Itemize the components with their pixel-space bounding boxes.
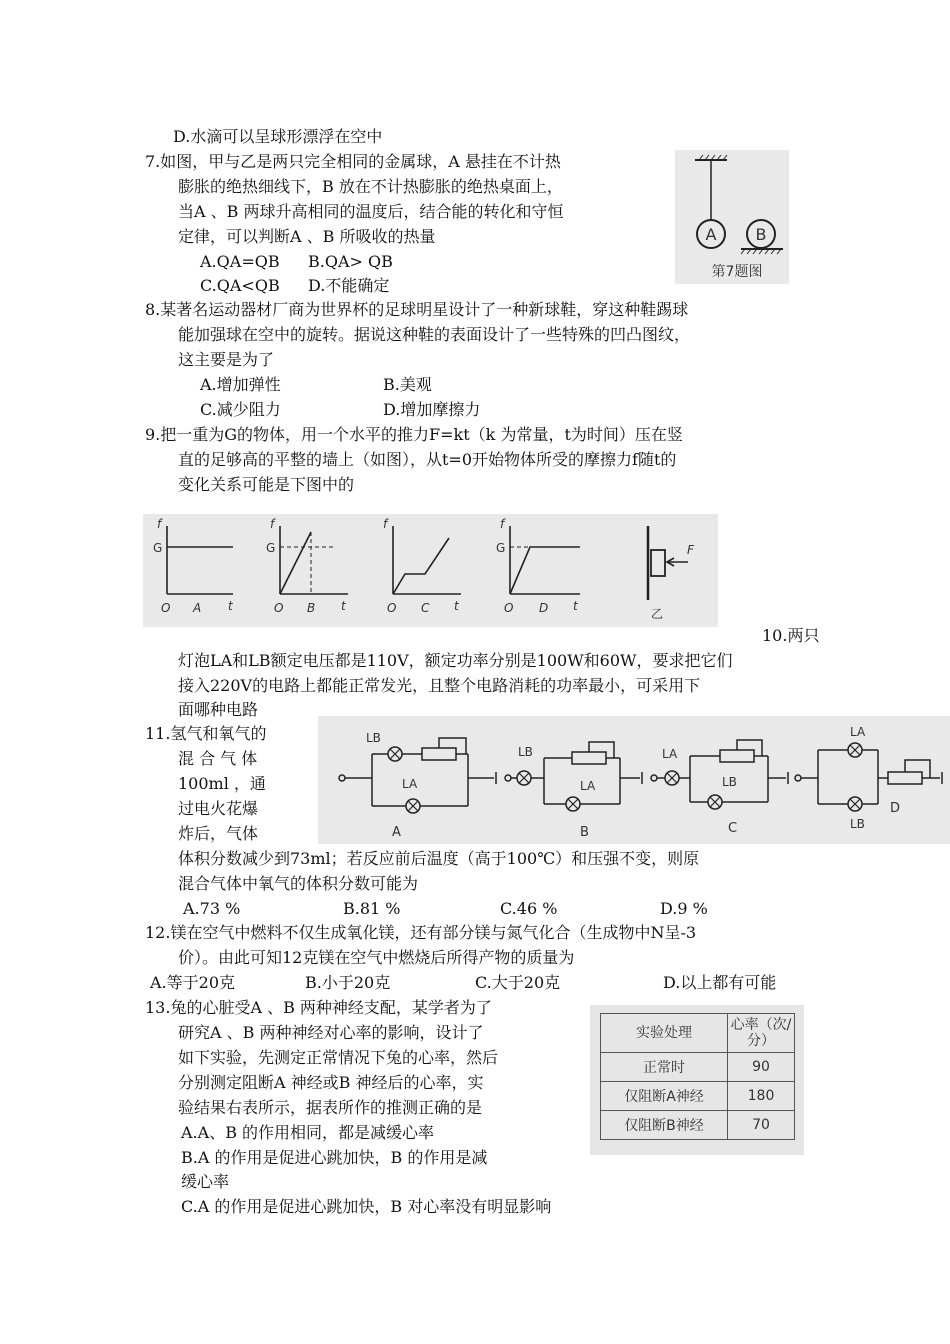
q13-option-b-2: 缓心率 xyxy=(181,1172,230,1191)
q7-stem-3: 当A 、B 两球升高相同的温度后，结合能的转化和守恒 xyxy=(178,202,564,221)
q8-option-d: D.增加摩擦力 xyxy=(383,400,481,419)
q9-stem-3: 变化关系可能是下图中的 xyxy=(178,475,355,494)
fig9-a-f: f xyxy=(157,517,162,531)
circuit-d-lb: LB xyxy=(850,817,865,831)
q12-option-b: B.小于20克 xyxy=(305,973,391,992)
circuit-c-label: C xyxy=(728,821,738,836)
q11-option-d: D.9 % xyxy=(660,899,708,918)
circuit-b-la: LA xyxy=(580,779,596,793)
fig9-yi: 乙 xyxy=(651,607,664,621)
fig9-b-f: f xyxy=(270,517,275,531)
table-header-heart-rate: 心率（次/分） xyxy=(728,1014,795,1053)
q8-stem-3: 这主要是为了 xyxy=(178,350,275,369)
q12-option-a: A.等于20克 xyxy=(150,973,236,992)
q9-stem-2: 直的足够高的平整的墙上（如图），从t=0开始物体所受的摩擦力f随t的 xyxy=(178,450,677,469)
fig9-a-o: O xyxy=(161,601,171,615)
q10-stem-3: 面哪种电路 xyxy=(178,700,259,719)
q11-stem-6: 体积分数减少到73ml；若反应前后温度（高于100℃）和压强不变，则原 xyxy=(178,849,700,868)
fig9-b-g: G xyxy=(266,541,276,555)
table-row xyxy=(601,1053,795,1082)
table-header-treatment: 实验处理 xyxy=(601,1014,728,1053)
q13-option-a: A.A、B 的作用相同，都是减缓心率 xyxy=(181,1123,435,1142)
fig9-b-label: B xyxy=(307,601,316,615)
q11-stem-2: 混 合 气 体 xyxy=(178,749,258,768)
fig7-caption: 第7题图 xyxy=(711,264,763,280)
q10-stem-2: 接入220V的电路上都能正常发光，且整个电路消耗的功率最小，可采用下 xyxy=(178,676,701,695)
q11-option-c: C.46 % xyxy=(500,899,558,918)
q13-option-c: C.A 的作用是促进心跳加快，B 对心率没有明显影响 xyxy=(181,1197,552,1216)
circuit-a-lb: LB xyxy=(366,731,381,745)
circuit-a-la: LA xyxy=(402,777,418,791)
q12-stem-2: 价）。由此可知12克镁在空气中燃烧后所得产物的质量为 xyxy=(178,948,575,967)
fig9-d-t: t xyxy=(573,599,578,613)
q13-result-table xyxy=(590,1005,804,1155)
ball-b-label: B xyxy=(755,225,767,244)
q12-option-d: D.以上都有可能 xyxy=(663,973,777,992)
q9-figure xyxy=(143,514,718,627)
q7-option-d: D.不能确定 xyxy=(308,276,390,295)
table-cell: 180 xyxy=(728,1082,795,1111)
fig9-a-label: A xyxy=(193,601,202,615)
ball-a-label: A xyxy=(705,225,717,244)
q8-option-a: A.增加弹性 xyxy=(200,375,281,394)
fig9-c-f: f xyxy=(383,517,388,531)
q12-stem-1: 12.镁在空气中燃料不仅生成氧化镁，还有部分镁与氮气化合（生成物中N呈-3 xyxy=(145,923,697,942)
table-cell: 70 xyxy=(728,1111,795,1140)
q8-option-b: B.美观 xyxy=(383,375,432,394)
circuit-c-la: LA xyxy=(662,747,678,761)
q13-option-b-1: B.A 的作用是促进心跳加快，B 的作用是减 xyxy=(181,1148,488,1167)
fig9-d-label: D xyxy=(539,601,549,615)
q13-stem-2: 研究A 、B 两种神经对心率的影响，设计了 xyxy=(178,1023,484,1042)
table-cell: 仅阻断A神经 xyxy=(601,1082,728,1111)
fig9-c-label: C xyxy=(421,601,430,615)
fig9-b-t: t xyxy=(341,599,346,613)
circuit-a-label: A xyxy=(392,825,401,840)
q7-option-b: B.QA> QB xyxy=(308,252,393,271)
q9-stem-1: 9.把一重为G的物体，用一个水平的推力F=kt（k 为常量，t为时间）压在竖 xyxy=(145,425,683,444)
q10-circuit-figure xyxy=(318,716,950,844)
q6-option-d: D.水滴可以呈球形漂浮在空中 xyxy=(173,127,383,146)
circuit-b-label: B xyxy=(580,825,589,840)
q13-stem-1: 13.兔的心脏受A 、B 两种神经支配，某学者为了 xyxy=(145,998,492,1017)
q13-stem-5: 验结果右表所示，据表所作的推测正确的是 xyxy=(178,1098,483,1117)
q10-number: 10.两只 xyxy=(762,626,820,645)
fig9-d-o: O xyxy=(504,601,514,615)
q7-figure xyxy=(675,150,789,284)
q11-stem-7: 混合气体中氧气的体积分数可能为 xyxy=(178,874,419,893)
q8-stem-1: 8.某著名运动器材厂商为世界杯的足球明星设计了一种新球鞋，穿这种鞋踢球 xyxy=(145,300,689,319)
fig9-c-o: O xyxy=(387,601,397,615)
circuit-b-lb: LB xyxy=(518,745,533,759)
q11-option-a: A.73 % xyxy=(183,899,241,918)
q13-stem-3: 如下实验，先测定正常情况下兔的心率，然后 xyxy=(178,1048,499,1067)
table-row xyxy=(601,1082,795,1111)
q7-option-c: C.QA<QB xyxy=(200,276,280,295)
q12-option-c: C.大于20克 xyxy=(475,973,561,992)
circuit-d-la: LA xyxy=(850,725,866,739)
q11-stem-1: 11.氢气和氧气的 xyxy=(145,724,267,743)
q11-stem-5: 炸后，气体 xyxy=(178,824,259,843)
q10-stem-1: 灯泡LA和LB额定电压都是110V，额定功率分别是100W和60W，要求把它们 xyxy=(178,651,733,670)
fig9-force-f: F xyxy=(687,543,694,557)
fig9-c-t: t xyxy=(454,599,459,613)
q11-stem-3: 100ml ，通 xyxy=(178,774,266,793)
q8-option-c: C.减少阻力 xyxy=(200,400,281,419)
q8-stem-2: 能加强球在空中的旋转。据说这种鞋的表面设计了一些特殊的凹凸图纹， xyxy=(178,325,691,344)
table-cell: 90 xyxy=(728,1053,795,1082)
q7-stem-2: 膨胀的绝热细线下，B 放在不计热膨胀的绝热桌面上， xyxy=(178,177,563,196)
q11-stem-4: 过电火花爆 xyxy=(178,799,259,818)
q7-stem-1: 7.如图，甲与乙是两只完全相同的金属球，A 悬挂在不计热 xyxy=(145,152,561,171)
table-row xyxy=(601,1111,795,1140)
q11-option-b: B.81 % xyxy=(343,899,401,918)
fig9-a-g: G xyxy=(153,541,163,555)
q13-stem-4: 分别测定阻断A 神经或B 神经后的心率，实 xyxy=(178,1073,484,1092)
fig9-a-t: t xyxy=(228,599,233,613)
circuit-c-lb: LB xyxy=(722,775,737,789)
fig9-d-g: G xyxy=(496,541,506,555)
fig9-b-o: O xyxy=(274,601,284,615)
q7-stem-4: 定律，可以判断A 、B 所吸收的热量 xyxy=(178,227,436,246)
q7-option-a: A.QA=QB xyxy=(200,252,280,271)
fig9-d-f: f xyxy=(500,517,505,531)
table-cell: 正常时 xyxy=(601,1053,728,1082)
circuit-d-label: D xyxy=(890,801,901,816)
table-cell: 仅阻断B神经 xyxy=(601,1111,728,1140)
